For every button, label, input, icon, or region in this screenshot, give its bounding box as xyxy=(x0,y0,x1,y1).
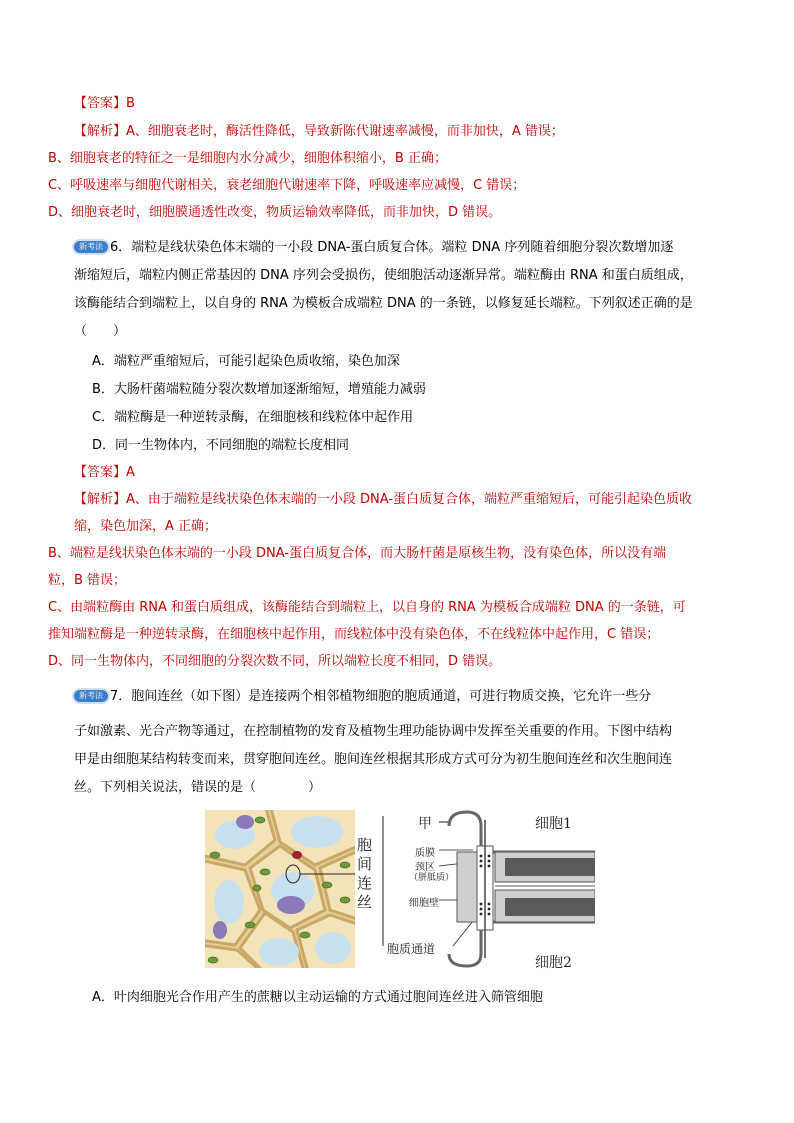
q5-analysis-line: C、呼吸速率与细胞代谢相关，衰老细胞代谢速率下降，呼吸速率应减慢，C 错误； xyxy=(48,178,526,193)
structure-jia-label: 甲 xyxy=(418,816,432,832)
q6-analysis-line: B、端粒是线状染色体末端的一小段 DNA-蛋白质复合体，而大肠杆菌是原核生物，没有染色体，所以没有端 xyxy=(48,546,667,561)
callose-label: （胼胝质） xyxy=(409,873,455,883)
q6-stem-line: 渐缩短后，端粒内侧正常基因的 DNA 序列会受损伤，使细胞活动逐渐异常。端粒酶由 RNA 和蛋白质组成， xyxy=(74,268,693,283)
q6-answer: 【答案】A xyxy=(74,465,135,480)
q7-stem-line: 子如激素、光合产物等通过，在控制植物的发育及植物生理功能协调中发挥至关重要的作用。下图中结构 xyxy=(74,724,673,739)
plasmodesmata-figure xyxy=(205,806,595,970)
q7-option-a: A．叶肉细胞光合作用产生的蔗糖以主动运输的方式通过胞间连丝进入筛管细胞 xyxy=(92,990,543,1005)
cell-2-label: 细胞2 xyxy=(535,955,572,971)
membrane-label: 质膜 xyxy=(415,848,435,859)
q6-option-b: B．大肠杆菌端粒随分裂次数增加逐渐缩短，增殖能力减弱 xyxy=(92,382,426,397)
plasmodesmata-label: 胞间连丝 xyxy=(357,836,373,911)
q7-stem-text: 7．胞间连丝（如下图）是连接两个相邻植物细胞的胞质通道，可进行物质交换，它允许一些分 xyxy=(110,689,652,704)
q6-option-a: A．端粒严重缩短后，可能引起染色质收缩，染色加深 xyxy=(92,354,400,369)
q6-analysis-line: C、由端粒酶由 RNA 和蛋白质组成，该酶能结合到端粒上，以自身的 RNA 为模板合成端粒 DNA 的一条链，可 xyxy=(48,600,686,615)
q5-analysis-line: D、细胞衰老时，细胞膜通透性改变，物质运输效率降低，而非加快，D 错误。 xyxy=(48,205,502,220)
q6-analysis-line: 缩，染色加深，A 正确； xyxy=(74,519,218,534)
neck-region-label: 颈区 xyxy=(415,862,435,873)
q5-answer: 【答案】B xyxy=(74,96,135,111)
q6-option-c: C．端粒酶是一种逆转录酶，在细胞核和线粒体中起作用 xyxy=(92,410,414,425)
q5-analysis-line: B、细胞衰老的特征之一是细胞内水分减少，细胞体积缩小，B 正确； xyxy=(48,151,447,166)
q6-analysis-line: 推知端粒酶是一种逆转录酶，在细胞核中起作用，而线粒体中没有染色体，不在线粒体中起作用，C 错误； xyxy=(48,627,660,642)
cytoplasmic-channel-label: 胞质通道 xyxy=(387,942,436,956)
q6-stem-line: 该酶能结合到端粒上，以自身的 RNA 为模板合成端粒 DNA 的一条链，以修复延长端粒。下列叙述正确的是 xyxy=(74,296,693,311)
new-method-badge: 新考法 xyxy=(74,690,108,702)
q6-stem-text: 6．端粒是线状染色体末端的一小段 DNA-蛋白质复合体。端粒 DNA 序列随着细胞分裂次数增加逐 xyxy=(110,240,674,255)
q6-stem-line-1 xyxy=(74,240,673,256)
q6-stem-line: （ ） xyxy=(74,324,127,339)
q7-stem-line: 丝。下列相关说法，错误的是（ ） xyxy=(74,780,322,795)
q5-analysis-line: 【解析】A、细胞衰老时，酶活性降低，导致新陈代谢速率减慢，而非加快，A 错误； xyxy=(74,124,564,139)
cell-1-label: 细胞1 xyxy=(535,816,572,832)
q6-analysis-line: 粒，B 错误； xyxy=(48,573,127,588)
q7-stem-line-1 xyxy=(74,689,651,705)
leaf-cells-illustration xyxy=(205,810,355,968)
q7-stem-line: 甲是由细胞某结构转变而来，贯穿胞间连丝。胞间连丝根据其形成方式可分为初生胞间连丝和次生胞间连 xyxy=(74,752,673,767)
q6-analysis-line: D、同一生物体内，不同细胞的分裂次数不同，所以端粒长度不相同，D 错误。 xyxy=(48,654,502,669)
new-method-badge: 新考法 xyxy=(74,241,108,253)
q6-option-d: D．同一生物体内，不同细胞的端粒长度相同 xyxy=(92,438,350,453)
cell-wall-label: 细胞壁 xyxy=(409,898,439,909)
q6-analysis-line: 【解析】A、由于端粒是线状染色体末端的一小段 DNA-蛋白质复合体，端粒严重缩短后，可能引起染色质收 xyxy=(74,492,693,507)
